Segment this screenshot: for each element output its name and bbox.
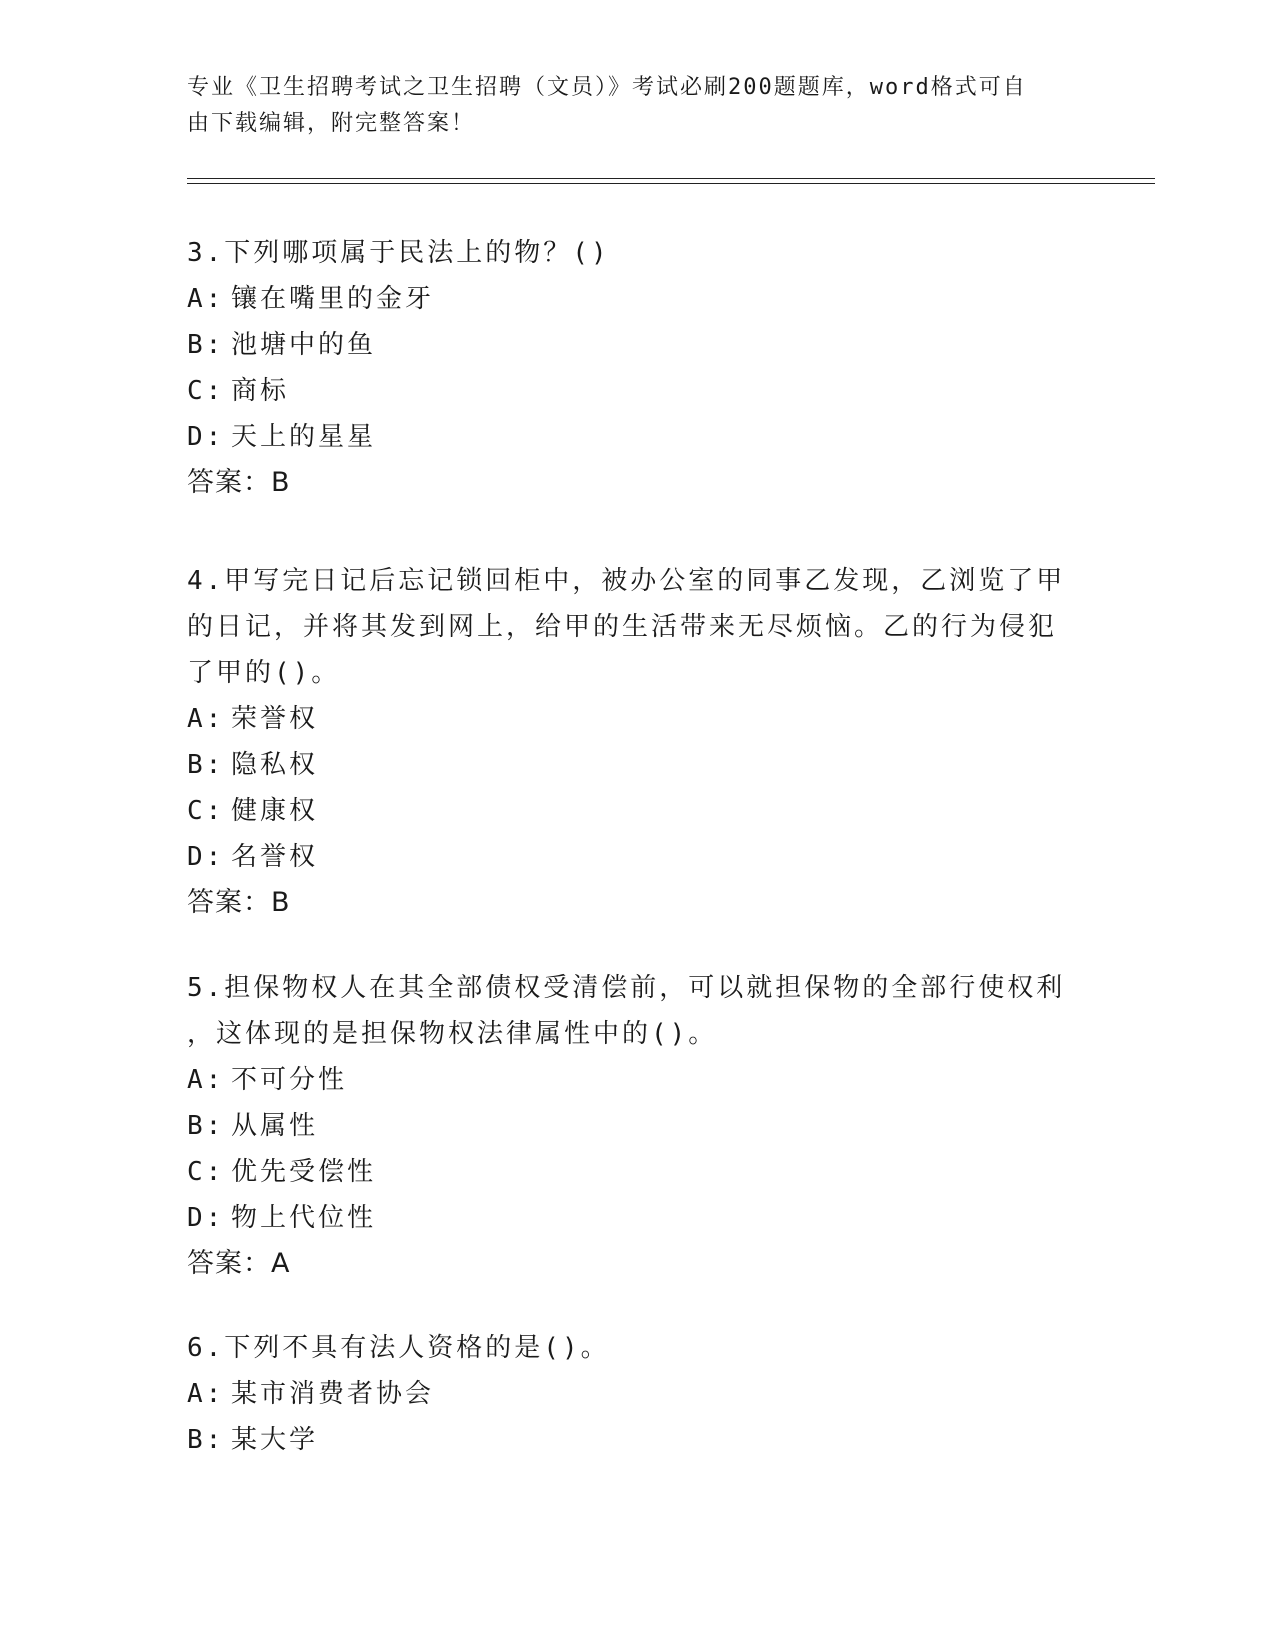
option-letter: C: [187, 1157, 225, 1187]
option-text: 天上的星星 [231, 422, 377, 452]
question-3 [187, 230, 1067, 506]
option-text: 某市消费者协会 [231, 1379, 435, 1409]
document-header [187, 70, 1067, 142]
option-text: 不可分性 [231, 1065, 348, 1095]
answer: 答案：A [187, 1248, 291, 1279]
question-text: 6.下列不具有法人资格的是()。 [187, 1333, 610, 1363]
question-text: 3.下列哪项属于民法上的物？() [187, 238, 610, 268]
answer: 答案：B [187, 887, 291, 918]
option-letter: A: [187, 1379, 225, 1409]
option-letter: D: [187, 422, 225, 452]
option-b [187, 742, 1067, 788]
option-a [187, 696, 1067, 742]
header-line-2: 由下载编辑，附完整答案！ [187, 111, 476, 136]
option-letter: A: [187, 284, 225, 314]
option-c [187, 368, 1067, 414]
option-letter: B: [187, 1111, 225, 1141]
option-b [187, 322, 1067, 368]
question-text-line-1: 4.甲写完日记后忘记锁回柜中，被办公室的同事乙发现，乙浏览了甲 [187, 566, 1066, 596]
option-a [187, 276, 1067, 322]
header-divider-bottom [187, 183, 1155, 184]
option-c [187, 788, 1067, 834]
option-text: 商标 [231, 376, 290, 406]
option-letter: C: [187, 796, 225, 826]
option-text: 健康权 [231, 796, 319, 826]
option-a [187, 1057, 1067, 1103]
header-line-1: 专业《卫生招聘考试之卫生招聘（文员）》考试必刷200题题库，word格式可自 [187, 75, 1027, 100]
question-4 [187, 558, 1067, 926]
option-letter: B: [187, 750, 225, 780]
option-text: 从属性 [231, 1111, 319, 1141]
option-letter: C: [187, 376, 225, 406]
answer: 答案：B [187, 467, 291, 498]
question-5 [187, 965, 1067, 1287]
option-b [187, 1103, 1067, 1149]
option-letter: D: [187, 842, 225, 872]
option-text: 荣誉权 [231, 704, 319, 734]
option-letter: D: [187, 1203, 225, 1233]
option-text: 镶在嘴里的金牙 [231, 284, 435, 314]
option-text: 隐私权 [231, 750, 319, 780]
question-text-line-3: 了甲的()。 [187, 658, 341, 688]
option-letter: B: [187, 1425, 225, 1455]
option-d [187, 834, 1067, 880]
option-letter: B: [187, 330, 225, 360]
question-6 [187, 1325, 1067, 1463]
option-d [187, 414, 1067, 460]
header-divider-top [187, 178, 1155, 179]
option-letter: A: [187, 704, 225, 734]
question-text-line-1: 5.担保物权人在其全部债权受清偿前，可以就担保物的全部行使权利 [187, 973, 1066, 1003]
option-text: 物上代位性 [231, 1203, 377, 1233]
option-d [187, 1195, 1067, 1241]
option-b [187, 1417, 1067, 1463]
option-text: 优先受偿性 [231, 1157, 377, 1187]
question-text-line-2: ，这体现的是担保物权法律属性中的()。 [187, 1019, 718, 1049]
option-letter: A: [187, 1065, 225, 1095]
option-text: 池塘中的鱼 [231, 330, 377, 360]
option-a [187, 1371, 1067, 1417]
option-text: 名誉权 [231, 842, 319, 872]
option-c [187, 1149, 1067, 1195]
question-text-line-2: 的日记，并将其发到网上，给甲的生活带来无尽烦恼。乙的行为侵犯 [187, 612, 1058, 642]
option-text: 某大学 [231, 1425, 319, 1455]
